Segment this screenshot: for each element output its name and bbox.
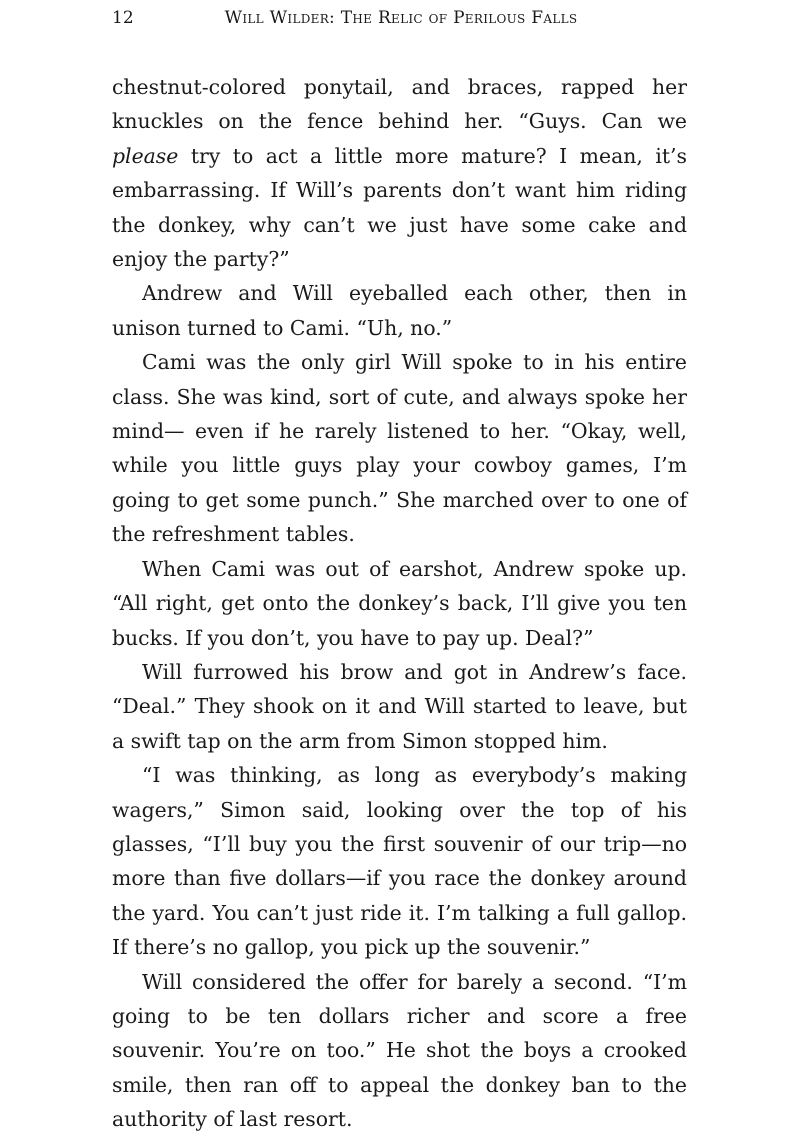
- body-text: [112, 70, 687, 1137]
- running-header: [112, 6, 690, 30]
- running-title: Will Wilder: The Relic of Perilous Falls: [224, 8, 578, 28]
- page-number: 12: [112, 8, 134, 28]
- paragraph-5: Will furrowed his brow and got in Andrew’s face. “Deal.” They shook on it and Will started to leave, but a swift tap on the arm from Simon stopped him.: [112, 659, 687, 753]
- paragraph-1-text-after: try to act a little more mature? I mean, it’s embarrassing. If Will’s parents don’t want him riding the donkey, why can’t we just have some cake and enjoy the party?”: [112, 143, 687, 272]
- paragraph-4: When Cami was out of earshot, Andrew spoke up. “All right, get onto the donkey’s back, I’ll give you ten bucks. If you don’t, you have to pay up. Deal?”: [112, 556, 687, 650]
- emphasis-please: please: [112, 143, 179, 168]
- paragraph-2: Andrew and Will eyeballed each other, then in unison turned to Cami. “Uh, no.”: [112, 281, 687, 340]
- paragraph-1-text-before: chestnut-colored ponytail, and braces, rapped her knuckles on the fence behind her. “Guys. Can we: [112, 75, 687, 134]
- paragraph-7: Will considered the offer for barely a second. “I’m going to be ten dollars richer and score a free souvenir. You’re on too.” He shot the boys a crooked smile, then ran off to appeal the donkey ban to the authority of last resort.: [112, 969, 687, 1132]
- paragraph-1: [112, 70, 687, 276]
- paragraph-3: Cami was the only girl Will spoke to in his entire class. She was kind, sort of cute, and always spoke her mind— even if he rarely listened to her. “Okay, well, while you little guys play your cowboy games, I’m going to get some punch.” She marched over to one of the refreshment tables.: [112, 350, 687, 547]
- paragraph-6: “I was thinking, as long as everybody’s making wagers,” Simon said, looking over the top of his glasses, “I’ll buy you the first souvenir of our trip—no more than five dollars—if you race the donkey around the yard. You can’t just ride it. I’m talking a full gallop. If there’s no gallop, you pick up the souvenir.”: [112, 763, 687, 960]
